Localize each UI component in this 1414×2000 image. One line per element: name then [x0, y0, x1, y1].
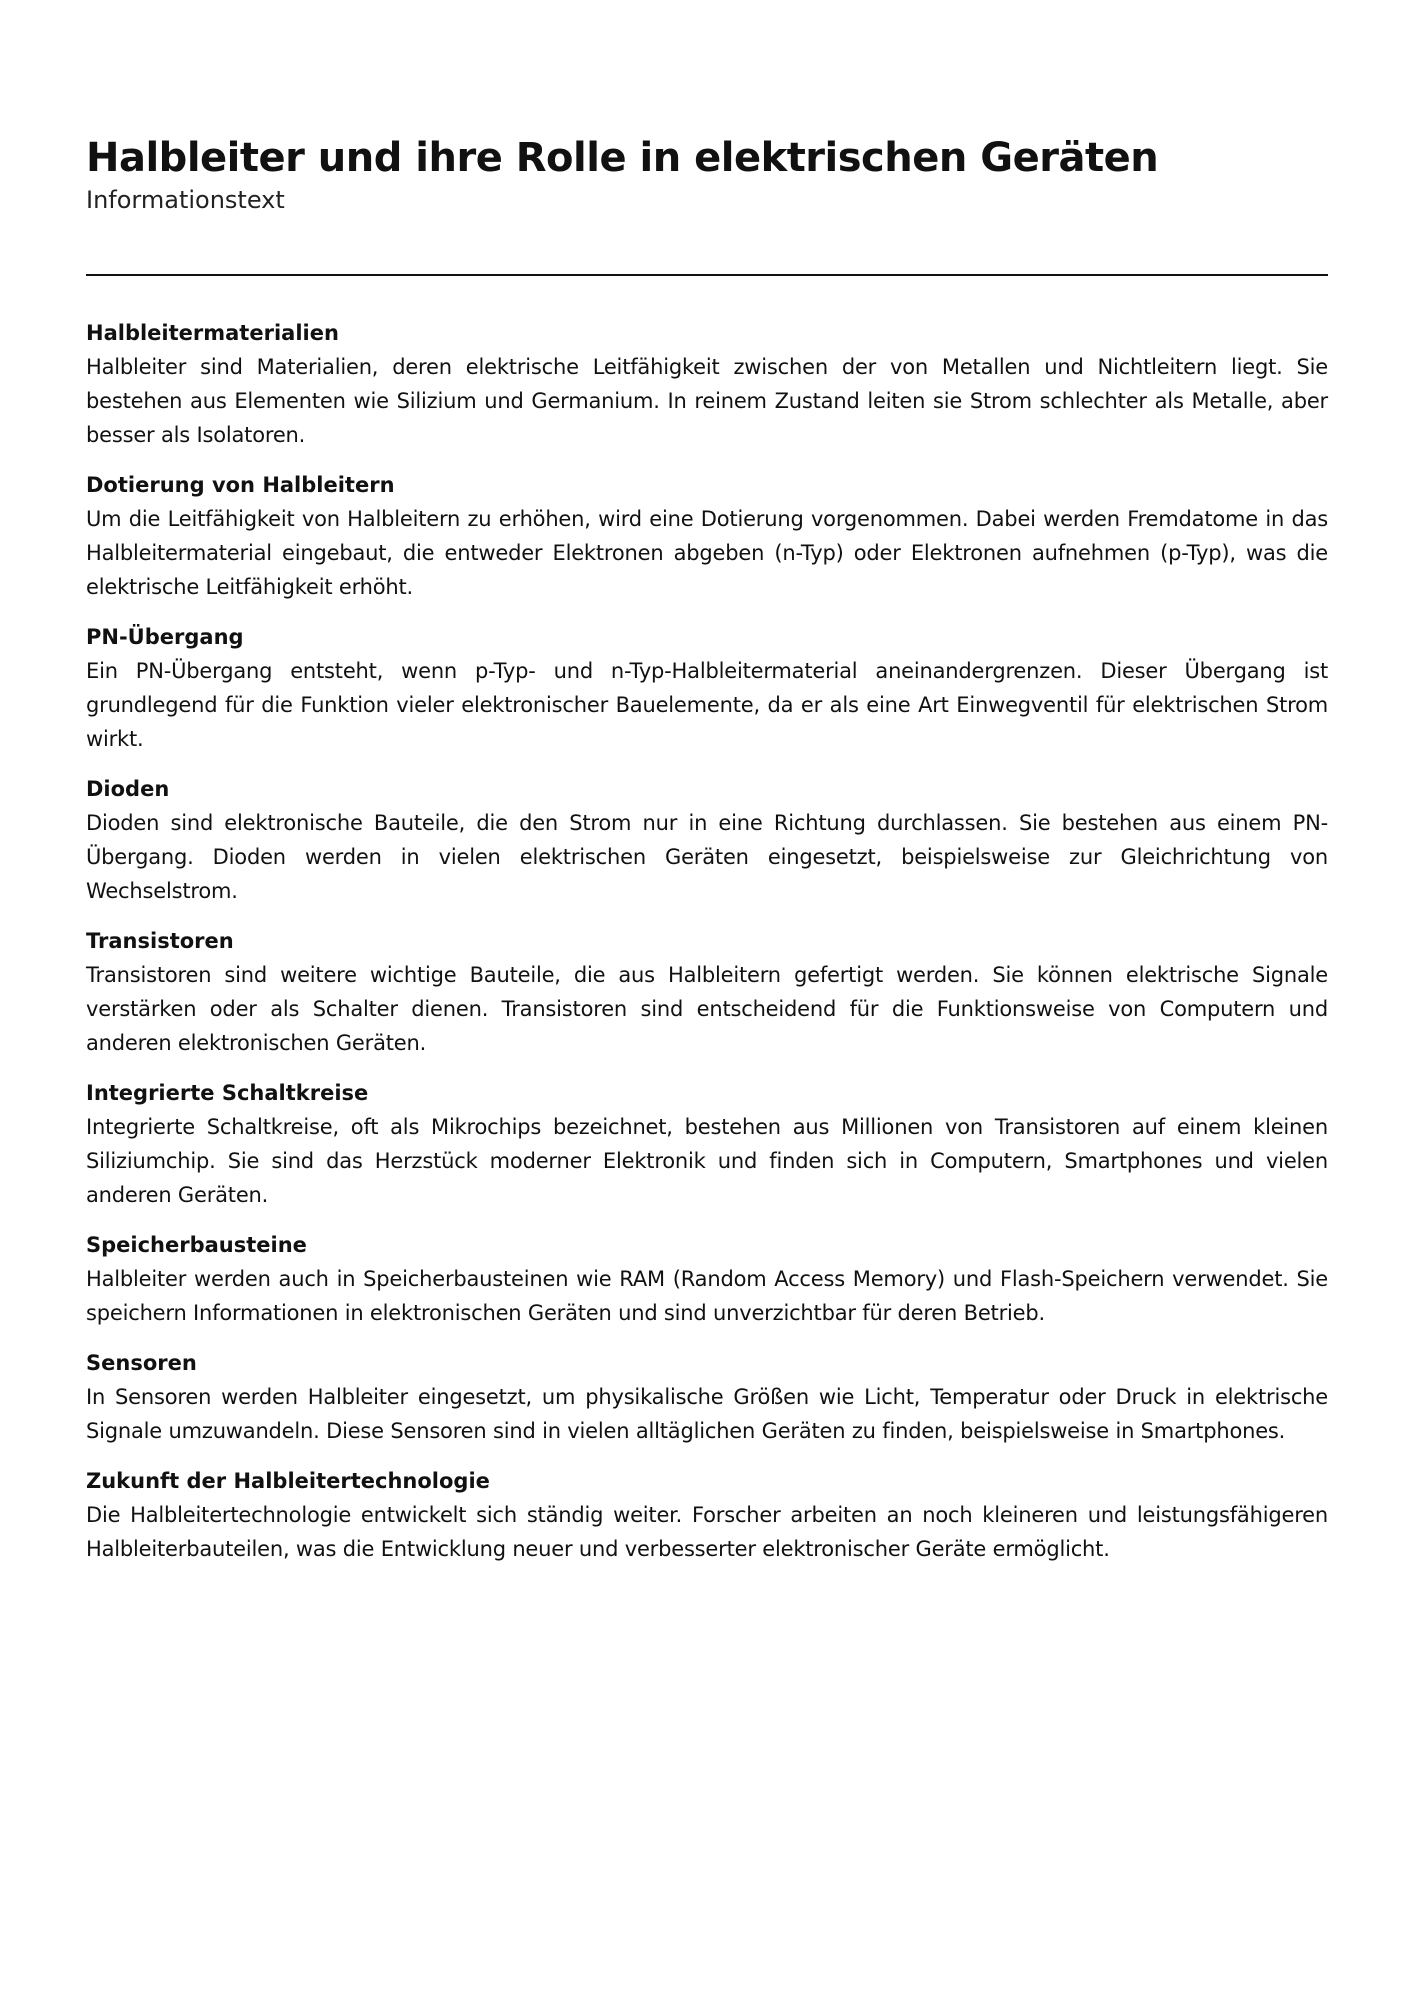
section-heading: Speicherbausteine	[86, 1233, 307, 1258]
section-body: Halbleiter werden auch in Speicherbausteinen wie RAM (Random Access Memory) und Flash-Speichern verwendet. Sie speichern Informationen in elektronischen Geräten und sind unverzichtbar für deren Betrieb.	[86, 1267, 1328, 1326]
section-body: Dioden sind elektronische Bauteile, die den Strom nur in eine Richtung durchlassen. Sie bestehen aus einem PN-Übergang. Dioden werden in vielen elektrischen Geräten eingesetzt, beispielsweise zur Gleichrichtung von Wechselstrom.	[86, 811, 1328, 904]
section-halbleitermaterialien	[86, 316, 1328, 452]
section-heading: Transistoren	[86, 929, 234, 954]
section-sensoren	[86, 1346, 1328, 1448]
section-integrierte-schaltkreise	[86, 1076, 1328, 1212]
sections-container	[86, 316, 1328, 1566]
document-subtitle: Informationstext	[86, 186, 285, 214]
section-speicherbausteine	[86, 1228, 1328, 1330]
title-divider	[86, 274, 1328, 276]
section-heading: Dotierung von Halbleitern	[86, 473, 395, 498]
section-body: Transistoren sind weitere wichtige Bauteile, die aus Halbleitern gefertigt werden. Sie können elektrische Signale verstärken oder als Schalter dienen. Transistoren sind entscheidend für die Funktionsweise von Computern und anderen elektronischen Geräten.	[86, 963, 1328, 1056]
section-heading: PN-Übergang	[86, 625, 244, 650]
document-title: Halbleiter und ihre Rolle in elektrischen Geräten	[86, 135, 1159, 181]
section-pn-uebergang	[86, 620, 1328, 756]
section-dioden	[86, 772, 1328, 908]
section-transistoren	[86, 924, 1328, 1060]
section-zukunft	[86, 1464, 1328, 1566]
section-heading: Dioden	[86, 777, 170, 802]
section-body: Die Halbleitertechnologie entwickelt sich ständig weiter. Forscher arbeiten an noch kleineren und leistungsfähigeren Halbleiterbauteilen, was die Entwicklung neuer und verbesserter elektronischer Geräte ermöglicht.	[86, 1503, 1328, 1562]
section-body: Um die Leitfähigkeit von Halbleitern zu erhöhen, wird eine Dotierung vorgenommen. Dabei werden Fremdatome in das Halbleitermaterial eingebaut, die entweder Elektronen abgeben (n-Typ) oder Elektronen aufnehmen (p-Typ), was die elektrische Leitfähigkeit erhöht.	[86, 507, 1328, 600]
section-body: Halbleiter sind Materialien, deren elektrische Leitfähigkeit zwischen der von Metallen und Nichtleitern liegt. Sie bestehen aus Elementen wie Silizium und Germanium. In reinem Zustand leiten sie Strom schlechter als Metalle, aber besser als Isolatoren.	[86, 355, 1328, 448]
section-body: Integrierte Schaltkreise, oft als Mikrochips bezeichnet, bestehen aus Millionen von Transistoren auf einem kleinen Siliziumchip. Sie sind das Herzstück moderner Elektronik und finden sich in Computern, Smartphones und vielen anderen Geräten.	[86, 1115, 1328, 1208]
section-body: In Sensoren werden Halbleiter eingesetzt, um physikalische Größen wie Licht, Temperatur oder Druck in elektrische Signale umzuwandeln. Diese Sensoren sind in vielen alltäglichen Geräten zu finden, beispielsweise in Smartphones.	[86, 1385, 1328, 1444]
section-heading: Zukunft der Halbleitertechnologie	[86, 1469, 490, 1494]
section-heading: Sensoren	[86, 1351, 197, 1376]
section-heading: Integrierte Schaltkreise	[86, 1081, 369, 1106]
section-dotierung	[86, 468, 1328, 604]
section-heading: Halbleitermaterialien	[86, 321, 339, 346]
section-body: Ein PN-Übergang entsteht, wenn p-Typ- und n-Typ-Halbleitermaterial aneinandergrenzen. Dieser Übergang ist grundlegend für die Funktion vieler elektronischer Bauelemente, da er als eine Art Einwegventil für elektrischen Strom wirkt.	[86, 659, 1328, 752]
